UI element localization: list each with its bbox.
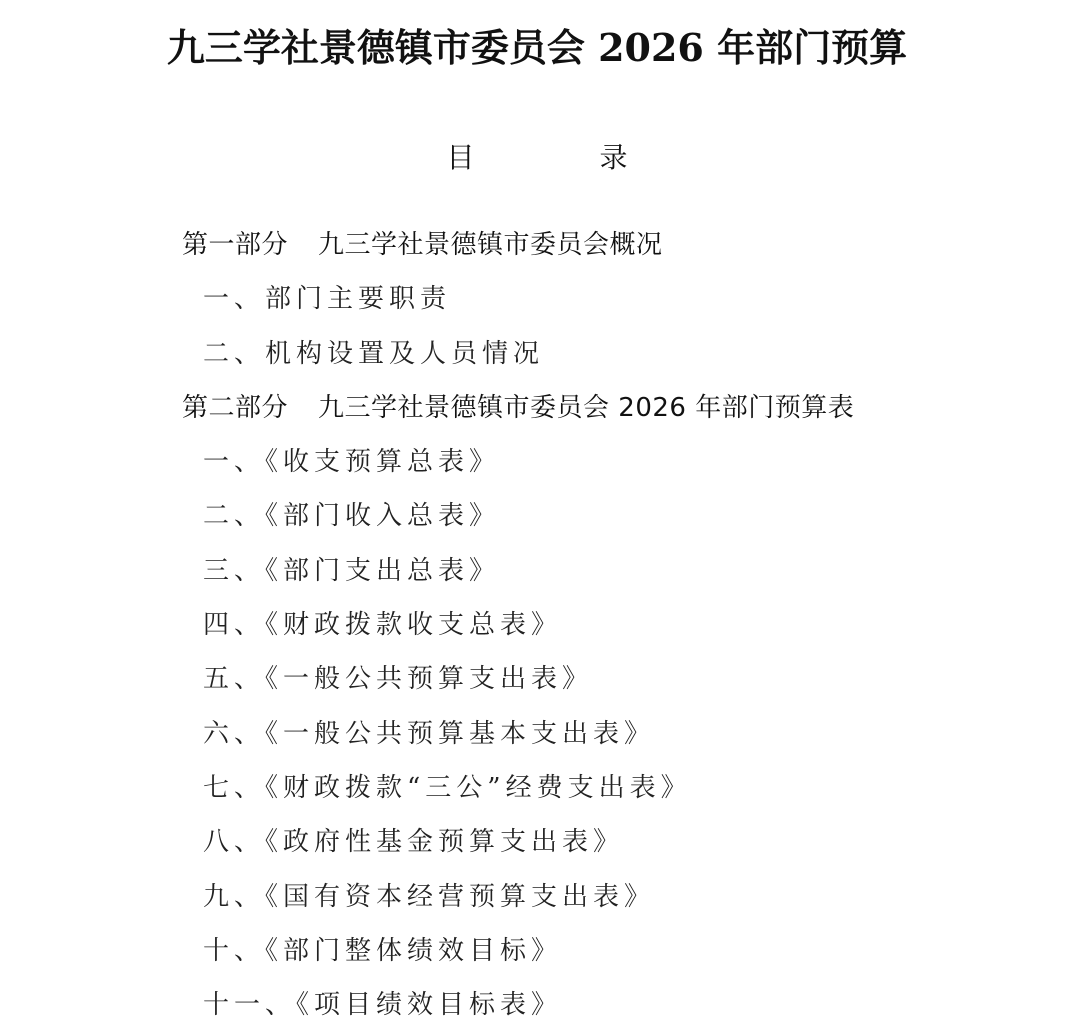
toc-item: 二、《部门收入总表》 <box>203 501 501 532</box>
toc-heading: 目 录 <box>446 141 686 174</box>
toc-item: 七、《财政拨款“三公”经费支出表》 <box>203 772 692 803</box>
toc-part-1 <box>0 218 1074 272</box>
toc-item: 五、《一般公共预算支出表》 <box>203 664 594 695</box>
toc-part-title: 九三学社景德镇市委员会概况 <box>318 230 663 260</box>
toc-item: 一、《收支预算总表》 <box>203 447 501 478</box>
toc-item: 一、部门主要职责 <box>203 284 452 315</box>
toc-item: 二、机构设置及人员情况 <box>203 338 545 369</box>
toc-item: 四、《财政拨款收支总表》 <box>203 610 563 641</box>
document-title: 九三学社景德镇市委员会 2026 年部门预算 <box>166 25 908 70</box>
toc-part-label: 第二部分 <box>182 392 289 423</box>
toc-item: 十一、《项目绩效目标表》 <box>203 990 563 1021</box>
toc-part-title: 九三学社景德镇市委员会 2026 年部门预算表 <box>318 392 855 423</box>
toc-item: 六、《一般公共预算基本支出表》 <box>203 718 656 749</box>
toc-part-2 <box>0 381 1074 435</box>
table-of-contents <box>0 218 1074 1032</box>
toc-item: 十、《部门整体绩效目标》 <box>203 935 563 966</box>
toc-item: 九、《国有资本经营预算支出表》 <box>203 881 656 912</box>
toc-item: 八、《政府性基金预算支出表》 <box>203 827 625 858</box>
toc-part-label: 第一部分 <box>182 230 289 260</box>
toc-item: 三、《部门支出总表》 <box>203 555 501 586</box>
